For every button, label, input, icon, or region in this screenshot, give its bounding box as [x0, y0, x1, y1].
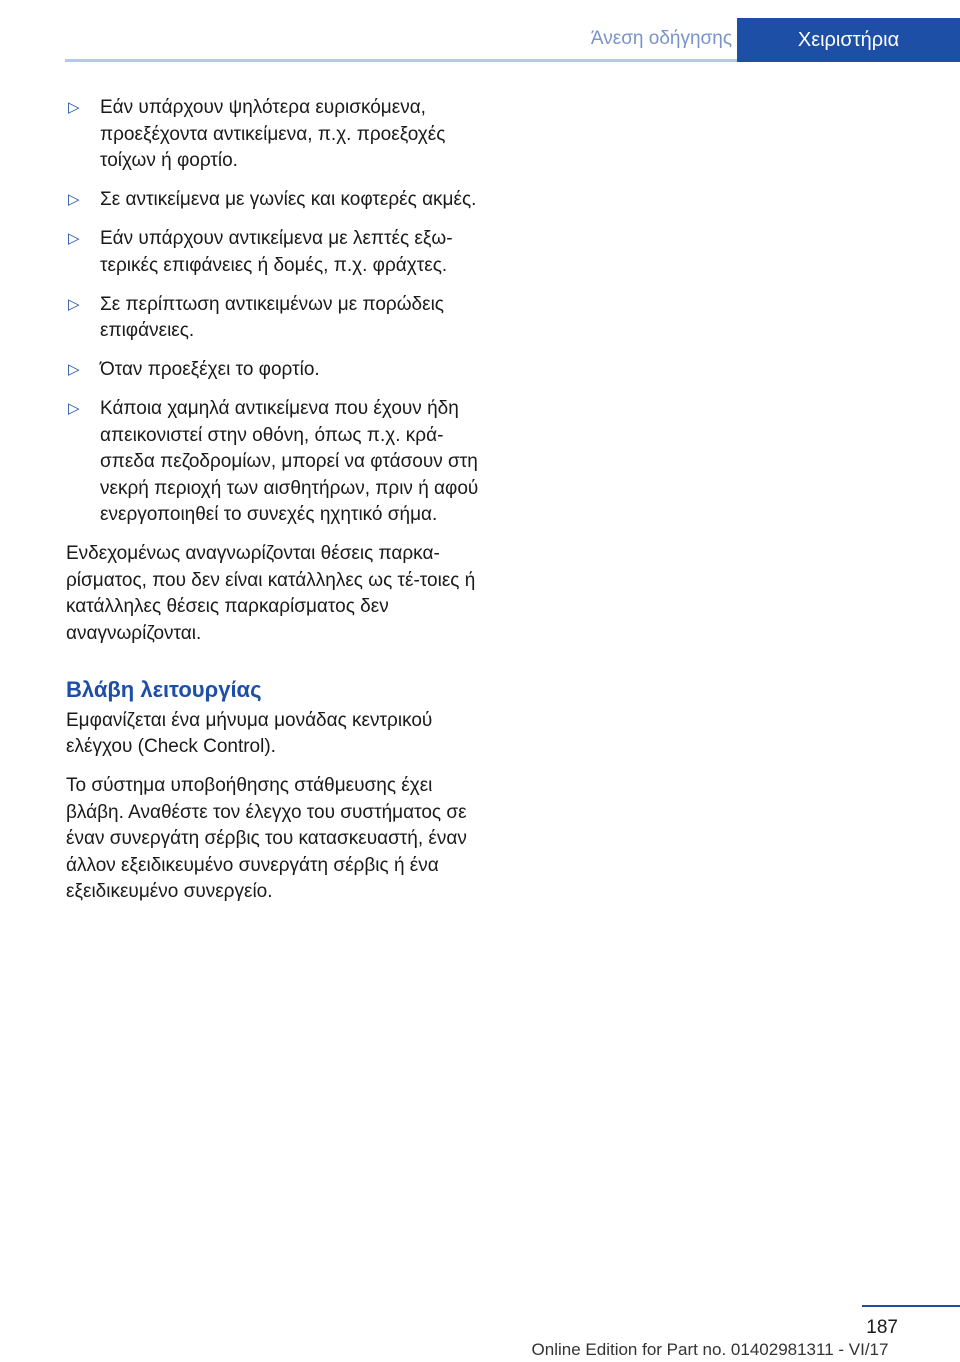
- list-item: [66, 226, 481, 279]
- triangle-right-icon: ▷: [68, 191, 80, 208]
- triangle-right-icon: ▷: [68, 99, 80, 116]
- list-item: [66, 292, 481, 345]
- triangle-right-icon: ▷: [68, 400, 80, 417]
- bullet-list: [66, 95, 481, 529]
- section-paragraph: Εμφανίζεται ένα μήνυμα μονάδας κεντρικού ελέγχου (Check Control).: [66, 709, 433, 757]
- triangle-right-icon: ▷: [68, 230, 80, 247]
- list-item-text: Κάποια χαμηλά αντικείμενα που έχουν ήδη απεικονιστεί στην οθόνη, όπως π.χ. κρά-σπεδα πεζοδρομίων, μπορεί να φτάσουν στη νεκρή περιοχή των αισθητήρων, πριν ή αφού ενεργοποιηθεί το συνεχές ηχητικό σήμα.: [100, 398, 479, 525]
- triangle-right-icon: ▷: [68, 295, 80, 313]
- list-item-text: Εάν υπάρχουν ψηλότερα ευρισκόμενα, προεξέχοντα αντικείμενα, π.χ. προεξοχές τοίχων ή φορτίο.: [100, 97, 446, 171]
- page-number: 187: [866, 1317, 898, 1338]
- intro-paragraph: Ενδεχομένως αναγνωρίζονται θέσεις παρκα-ρίσματος, που δεν είναι κατάλληλες ως τέ-τοιες ή κατάλληλες θέσεις παρκαρίσματος δεν αναγνωρίζονται.: [66, 543, 476, 644]
- list-item: [66, 396, 481, 529]
- list-item: [66, 95, 481, 175]
- section-paragraph: Το σύστημα υποβοήθησης στάθμευσης έχει βλάβη. Αναθέστε τον έλεγχο του συστήματος σε έναν συνεργάτη σέρβις του κατασκευαστή, έναν άλλον εξειδικευμένο συνεργάτη σέρβις ή ένα εξειδικευμένο συνεργείο.: [66, 775, 467, 902]
- edition-watermark: Online Edition for Part no. 01402981311 - VI/17: [531, 1340, 889, 1359]
- list-item: [66, 357, 481, 384]
- section-heading: Βλάβη λειτουργίας: [66, 677, 262, 702]
- footer-rule: [862, 1305, 960, 1307]
- header-chapter-tab: Χειριστήρια: [737, 18, 960, 62]
- list-item-text: Σε περίπτωση αντικειμένων με πορώδεις επιφάνειες.: [100, 293, 444, 341]
- list-item-text: Εάν υπάρχουν αντικείμενα με λεπτές εξω-τερικές επιφάνειες ή δομές, π.χ. φράχτες.: [100, 228, 453, 276]
- page-content: [66, 95, 481, 918]
- triangle-right-icon: ▷: [68, 361, 80, 378]
- list-item: [66, 187, 481, 214]
- list-item-text: Σε αντικείμενα με γωνίες και κοφτερές ακμές.: [100, 189, 477, 210]
- header-section-title: Άνεση οδήγησης: [590, 28, 732, 49]
- list-item-text: Όταν προεξέχει το φορτίο.: [100, 359, 320, 380]
